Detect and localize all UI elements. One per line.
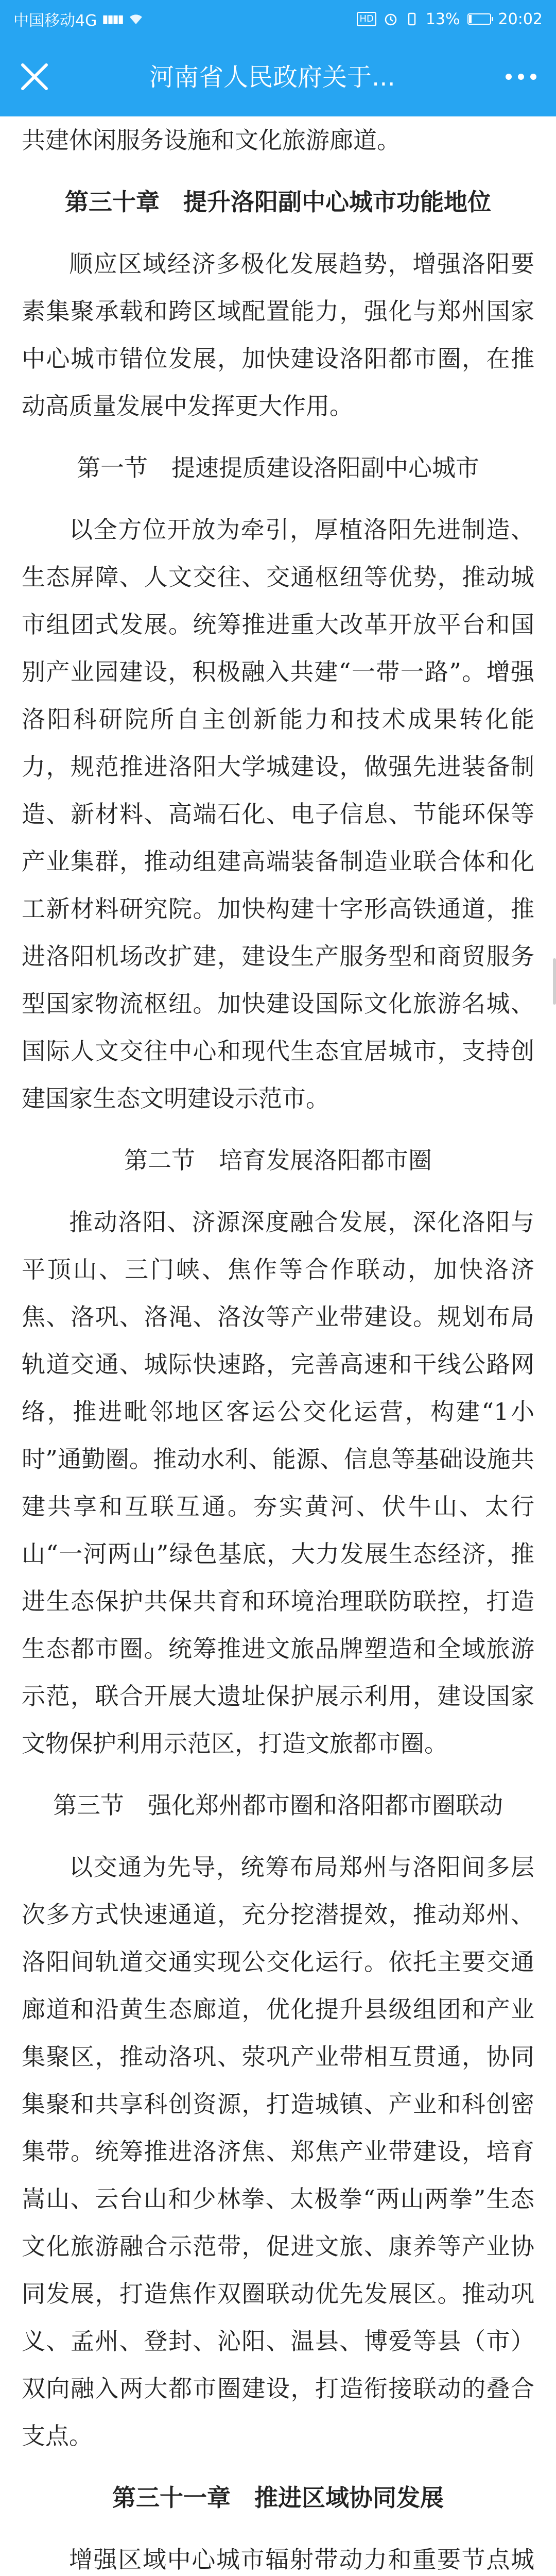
more-button[interactable]: [500, 63, 542, 91]
chapter-30-heading: 第三十章 提升洛阳副中心城市功能地位: [65, 188, 491, 216]
wifi-icon: [128, 13, 144, 25]
battery-icon: [467, 13, 491, 25]
close-button[interactable]: [18, 60, 51, 94]
section-3-heading: 第三节 强化郑州都市圈和洛阳都市圈联动: [53, 1791, 503, 1819]
carrier-label: 中国移动4G: [13, 12, 97, 30]
paragraph-ch31-intro: 增强区域中心城市辐射带动力和重要节点城: [69, 2546, 534, 2573]
paragraph-ch30-intro: 顺应区域经济多极化发展趋势，增强洛阳要素集聚承载和跨区域配置能力，强化与郑州国家中心城市错位发展，加快建设洛阳都市圈，在推动高质量发展中发挥更大作用。: [22, 250, 534, 420]
status-left: [13, 8, 144, 30]
section-2-heading: 第二节 培育发展洛阳都市圈: [124, 1146, 432, 1174]
paragraph-section-1: 以全方位开放为牵引，厚植洛阳先进制造、生态屏障、人文交往、交通枢纽等优势，推动城市组团式发展。统筹推进重大改革开放平台和国别产业园建设，积极融入共建“一带一路”。增强洛阳科研院所自主创新能力和技术成果转化能力，规范推进洛阳大学城建设，做强先进装备制造、新材料、高端石化、电子信息、节能环保等产业集群，推动组建高端装备制造业联合体和化工新材料研究院。加快构建十字形高铁通道，推进洛阳机场改扩建，建设生产服务型和商贸服务型国家物流枢纽。加快建设国际文化旅游名城、国际人文交往中心和现代生态宜居城市，支持创建国家生态文明建设示范市。: [22, 516, 534, 1112]
scrollbar[interactable]: [553, 958, 556, 1005]
vibrate-icon: [405, 12, 419, 26]
close-icon: [18, 60, 51, 94]
chapter-31-heading: 第三十一章 推进区域协同发展: [112, 2484, 444, 2512]
article-content: [0, 116, 556, 2576]
clock: 20:02: [498, 10, 543, 28]
paragraph-intro: 共建休闲服务设施和文化旅游廊道。: [22, 126, 401, 154]
battery-level: [469, 15, 472, 23]
signal-icon: ▮▮▮▮: [102, 12, 123, 26]
status-bar: [0, 0, 556, 38]
page-title: 河南省人民政府关于...: [149, 63, 395, 92]
battery-percent: 13%: [425, 10, 460, 28]
hd-badge: HD: [357, 12, 376, 26]
paragraph-section-2: 推动洛阳、济源深度融合发展，深化洛阳与平顶山、三门峡、焦作等合作联动，加快洛济焦、洛巩、洛渑、洛汝等产业带建设。规划布局轨道交通、城际快速路，完善高速和干线公路网络，推进毗邻地区客运公交化运营，构建“1小时”通勤圈。推动水利、能源、信息等基础设施共建共享和互联互通。夯实黄河、伏牛山、太行山“一河两山”绿色基底，大力发展生态经济，推进生态保护共保共育和环境治理联防联控，打造生态都市圈。统筹推进文旅品牌塑造和全域旅游示范，联合开展大遗址保护展示利用，建设国家文物保护利用示范区，打造文旅都市圈。: [22, 1208, 534, 1757]
nav-bar: [0, 38, 556, 116]
more-dots-icon: [500, 63, 542, 91]
alarm-icon: [384, 12, 398, 26]
status-right: [357, 10, 543, 28]
section-1-heading: 第一节 提速提质建设洛阳副中心城市: [77, 454, 479, 482]
paragraph-section-3: 以交通为先导，统筹布局郑州与洛阳间多层次多方式快速通道，充分挖潜提效，推动郑州、洛阳间轨道交通实现公交化运行。依托主要交通廊道和沿黄生态廊道，优化提升县级组团和产业集聚区，推动洛巩、荥巩产业带相互贯通，协同集聚和共享科创资源，打造城镇、产业和科创密集带。统筹推进洛济焦、郑焦产业带建设，培育嵩山、云台山和少林拳、太极拳“两山两拳”生态文化旅游融合示范带，促进文旅、康养等产业协同发展，打造焦作双圈联动优先发展区。推动巩义、孟州、登封、沁阳、温县、博爱等县（市）双向融入两大都市圈建设，打造衔接联动的叠合支点。: [22, 1853, 534, 2450]
